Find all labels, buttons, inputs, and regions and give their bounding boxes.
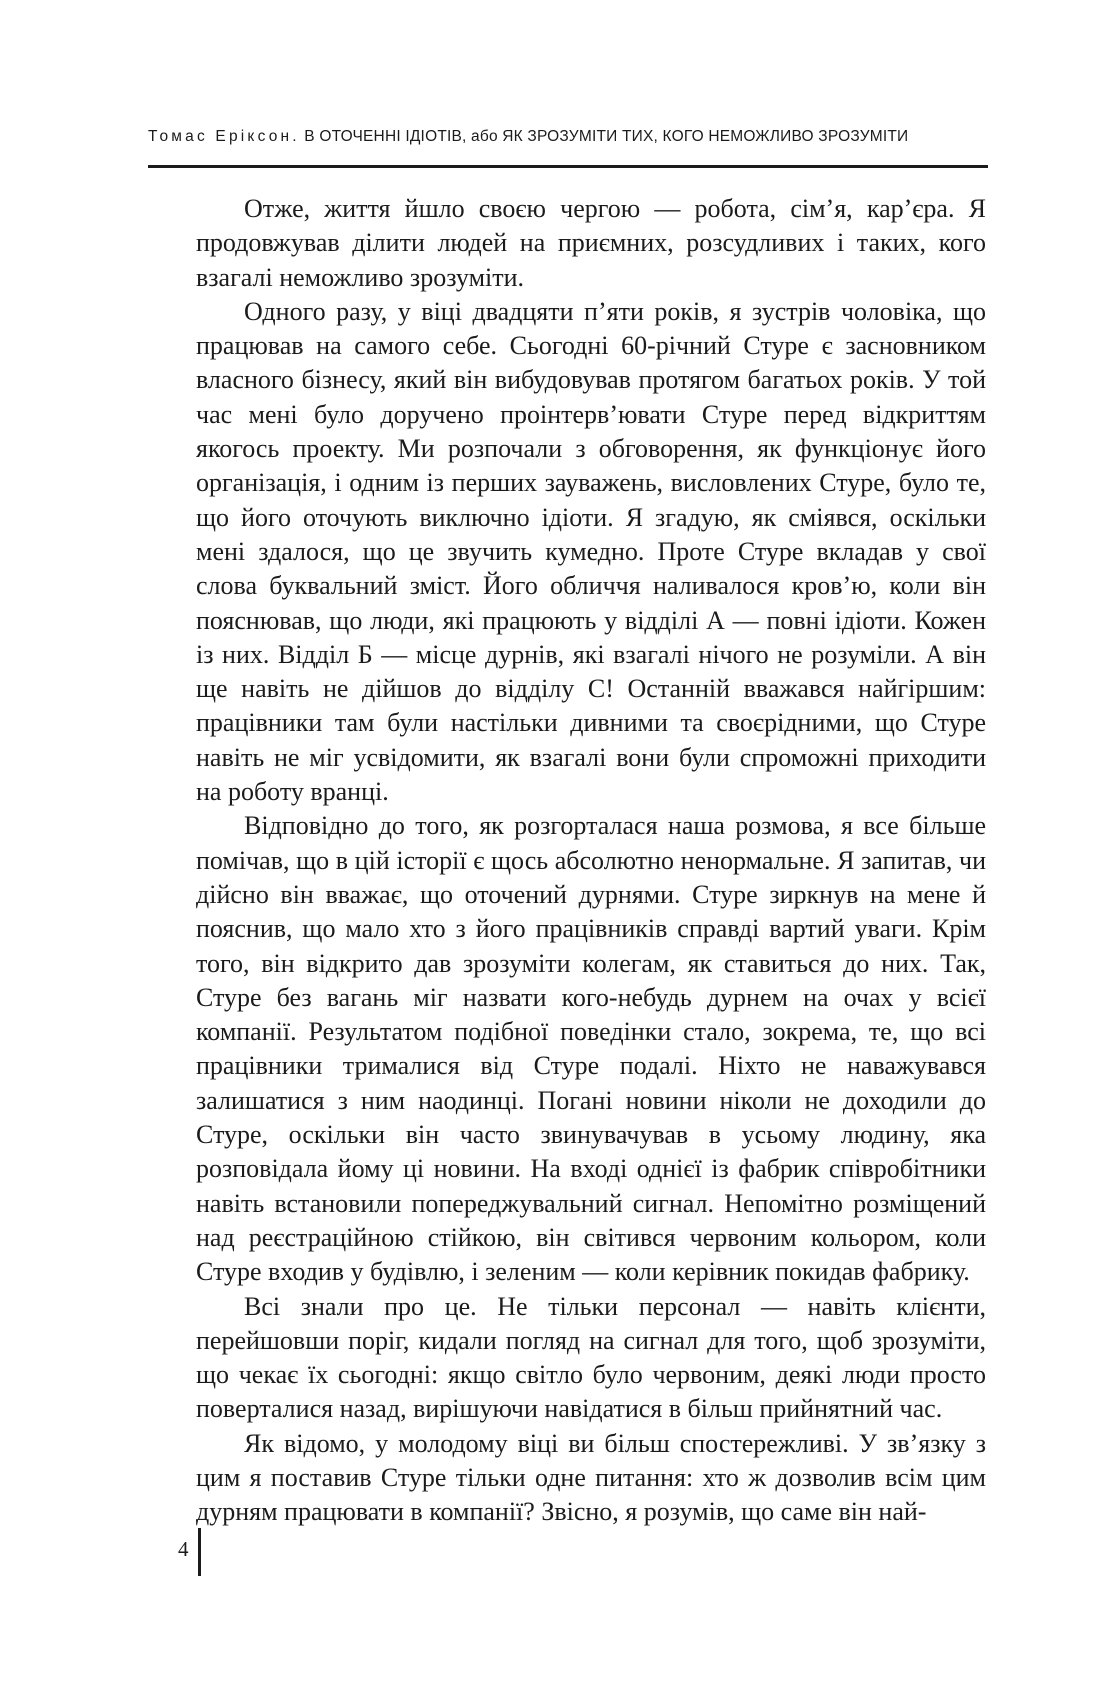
running-head xyxy=(148,128,988,146)
paragraph: Отже, життя йшло своєю чергою — робота, сім’я, кар’єра. Я продовжував ділити людей на приємних, розсудливих і таких, кого взагалі неможливо зрозуміти. xyxy=(196,194,986,292)
body-text xyxy=(196,192,986,1530)
paragraph: Всі знали про це. Не тільки персонал — навіть клієнти, перейшовши поріг, кидали погляд на сигнал для того, щоб зрозуміти, що чекає їх сьогодні: якщо світло було червоним, деякі люди просто поверталися назад, вирішуючи навідатися в більш прийнятний час. xyxy=(196,1291,986,1424)
running-head-author: Томас Еріксон. xyxy=(148,128,300,145)
page-number: 4 xyxy=(178,1537,189,1561)
header-rule xyxy=(148,165,988,168)
paragraph: Відповідно до того, як розгорталася наша розмова, я все більше помічав, що в цій історії є щось абсолютно ненормальне. Я запитав, чи дійсно він вважає, що оточений дурнями. Стуре зиркнув на мене й пояснив, що мало хто з його працівників справді вартий уваги. Крім того, він відкрито дав зрозуміти колегам, як ставиться до них. Так, Стуре без вагань міг назвати кого-небудь дурнем на очах у всієї компанії. Результатом подібної поведінки стало, зокрема, те, що всі працівники трималися від Стуре подалі. Ніхто не наважувався залишатися з ним наодинці. Погані новини ніколи не доходили до Стуре, оскільки він часто звинувачував в усьому людину, яка розповідала йому ці новини. На вході однієї із фабрик співробітники навіть встановили попереджувальний сигнал. Непомітно розміщений над реєстраційною стійкою, він світився червоним кольором, коли Стуре входив у будівлю, і зеленим — коли керівник покидав фабрику. xyxy=(196,811,986,1287)
running-head-title: В ОТОЧЕННІ ІДІОТІВ, або ЯК ЗРОЗУМІТИ ТИХ, КОГО НЕМОЖЛИВО ЗРОЗУМІТИ xyxy=(304,128,909,145)
paragraph: Як відомо, у молодому віці ви більш спостережливі. У зв’язку з цим я поставив Стуре тільки одне питання: хто ж дозволив всім цим дурням працювати в компанії? Звісно, я розумів, що саме він най- xyxy=(196,1428,986,1527)
page-number-rule xyxy=(198,1528,201,1576)
paragraph: Одного разу, у віці двадцяти п’яти років, я зустрів чоловіка, що працював на самого себе. Сьогодні 60-річний Стуре є засновником власного бізнесу, який він вибудовував протягом багатьох років. У той час мені було доручено проінтерв’ювати Стуре перед відкриттям якогось проекту. Ми розпочали з обговорення, як функціонує його організація, і одним із перших зауважень, висловлених Стуре, було те, що його оточують виключно ідіоти. Я згадую, як сміявся, оскільки мені здалося, що це звучить кумедно. Проте Стуре вкладав у свої слова буквальний зміст. Його обличчя наливалося кров’ю, коли він пояснював, що люди, які працюють у відділі А — повні ідіоти. Кожен із них. Відділ Б — місце дурнів, які взагалі нічого не розуміли. А він ще навіть не дійшов до відділу С! Останній вважався найгіршим: працівники там були настільки дивними та своєрідними, що Стуре навіть не міг усвідомити, як взагалі вони були спроможні приходити на роботу вранці. xyxy=(196,296,986,807)
